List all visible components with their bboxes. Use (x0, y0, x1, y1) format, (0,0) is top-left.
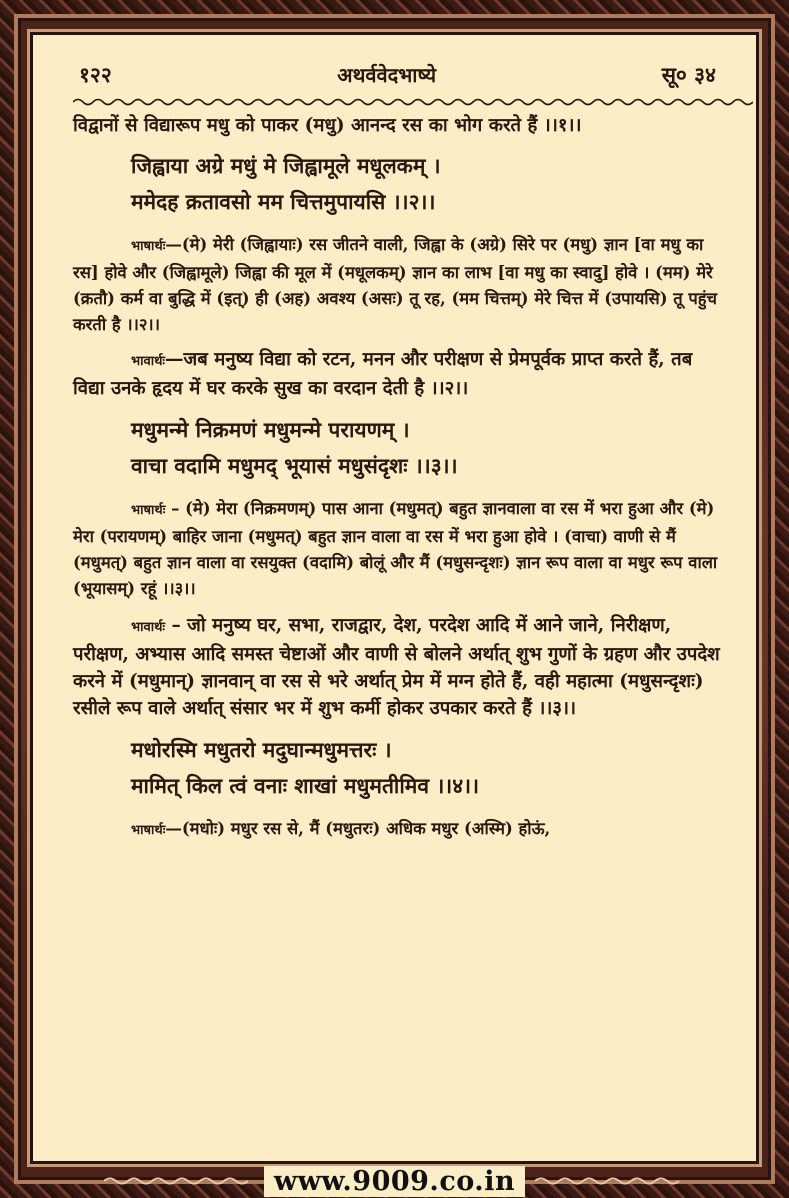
footer (0, 1164, 789, 1198)
bhavartha-3-label: भावार्थः (131, 620, 166, 635)
book-title: अथर्ववेदभाष्ये (337, 63, 437, 87)
verse-2 (73, 148, 724, 220)
header-rule (73, 97, 724, 105)
bhashartha-3-text: – (मे) मेरा (निक्रमणम्) पास आना (मधुमत्) बहुत ज्ञानवाला वा रस में भरा हुआ और (मे) मेरा (परायणम्) बाहिर जाना (मधुमत्) बहुत ज्ञान वाला वा रस में भरा हुआ होवे । (वाचा) वाणी से मैं (मधुमत्) बहुत ज्ञान वाला वा रसयुक्त (वदामि) बोलूं और मैं (मधुसन्दृशः) ज्ञान रूप वाला वा मधुर रूप वाला (भूयासम्) रहूं ।।३।। (73, 499, 718, 598)
bhavartha-2-label: भावार्थः (131, 354, 166, 369)
bhashartha-2 (73, 232, 724, 338)
bhashartha-4-label: भाषार्थः (131, 823, 166, 838)
footer-ornament-right-icon (535, 1176, 685, 1186)
bhavartha-2 (73, 346, 724, 402)
verse-4-line-2: मामित् किल त्वं वनाः शाखां मधुमतीमिव ।।४।। (131, 773, 480, 798)
wave-rule-icon (73, 97, 753, 107)
bhashartha-2-label: भाषार्थः (131, 239, 166, 254)
bhashartha-3 (73, 496, 724, 602)
verse-2-line-1: जिह्वाया अग्रे मधुं मे जिह्वामूले मधूलकम् । (131, 153, 441, 178)
intro-paragraph: विद्वानों से विद्यारूप मधु को पाकर (मधु) आनन्द रस का भोग करते हैं ।।१।। (73, 115, 582, 136)
bhavartha-3 (73, 612, 724, 722)
verse-3-line-2: वाचा वदामि मधुमद् भूयासं मधुसंदृशः ।।३।। (131, 453, 458, 478)
bhavartha-3-text: – जो मनुष्य घर, सभा, राजद्वार, देश, परदेश आदि में आने जाने, निरीक्षण, परीक्षण, अभ्यास आदि समस्त चेष्टाओं और वाणी से बोलने अर्थात् शुभ गुणों के ग्रहण और उपदेश करने में (मधुमान्) ज्ञानवान् वा रस से भरे अर्थात् प्रेम में मग्न होते हैं, वही महात्मा (मधुसन्दृशः) रसीले रूप वाले अर्थात् संसार भर में शुभ कर्मी होकर उपकार करते हैं ।।३।। (73, 615, 720, 719)
page-paper (30, 32, 759, 1164)
verse-3 (73, 412, 724, 484)
website-link[interactable]: www.9009.co.in (264, 1166, 525, 1197)
verse-2-line-2: ममेदह क्रतावसो मम चित्तमुपायसि ।।२।। (131, 189, 436, 214)
bhavartha-2-text: —जब मनुष्य विद्या को रटन, मनन और परीक्षण से प्रेमपूर्वक प्राप्त करते हैं, तब विद्या उनके हृदय में घर करके सुख का वरदान देती है ।।२।। (73, 349, 693, 399)
bhashartha-3-label: भाषार्थः (131, 503, 166, 518)
bhashartha-4 (73, 816, 724, 844)
page-number: १२२ (79, 62, 112, 87)
bhashartha-4-text: —(मधोः) मधुर रस से, मैं (मधुतरः) अधिक मधुर (अस्मि) होऊं, (165, 819, 551, 838)
verse-4-line-1: मधोरस्मि मधुतरो मदुघान्मधुमत्तरः । (131, 737, 392, 762)
verse-4 (73, 732, 724, 804)
footer-ornament-left-icon (104, 1176, 254, 1186)
verse-3-line-1: मधुमन्मे निक्रमणं मधुमन्मे परायणम् । (131, 417, 410, 442)
page-header (73, 61, 724, 89)
sukta-number: सू० ३४ (661, 62, 716, 87)
page-content (33, 35, 756, 1161)
bhashartha-2-text: —(मे) मेरी (जिह्वायाः) रस जीतने वाली, जिह्वा के (अग्रे) सिरे पर (मधु) ज्ञान [वा मधु का रस] होवे और (जिह्वामूले) जिह्वा की मूल में (मधूलकम्) ज्ञान का लाभ [वा मधु का स्वादु] होवे । (मम) मेरे (क्रतौ) कर्म वा बुद्धि में (इत्) ही (अह) अवश्य (असः) तू रह, (मम चित्तम्) मेरे चित्त में (उपायसि) तू पहुंच करती है ।।२।। (73, 235, 718, 334)
